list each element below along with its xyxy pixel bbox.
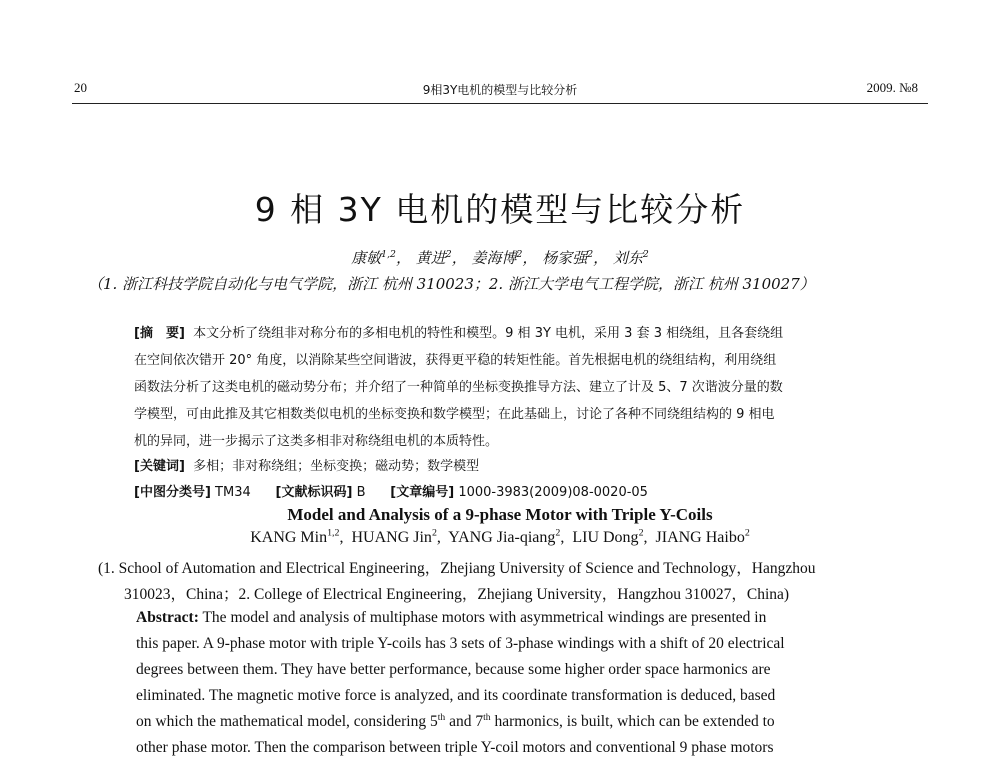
abstract-cn-label: [摘 要] <box>134 326 185 341</box>
running-title: 9相3Y电机的模型与比较分析 <box>422 83 578 97</box>
authors-chinese: 康敏$^{1,2}$， 黄进$^2$， 姜海博$^2$， 杨家强$^2$， 刘东$^2$ <box>351 249 649 267</box>
author-cn: 杨家强 <box>542 249 588 267</box>
affiliation-chinese: （1. 浙江科技学院自动化与电气学院，浙江 杭州 310023；2. 浙江大学电气工程学院，浙江 杭州 310027） <box>88 275 815 293</box>
abstract-cn-line: 在空间依次错开 20° 角度，以消除某些空间谐波，获得更平稳的转矩性能。首先根据电机的绕组结构，利用绕组 <box>134 353 777 368</box>
author-affil: 2 <box>744 527 750 539</box>
superscript: th <box>437 711 446 723</box>
page-number: 20 <box>74 80 87 95</box>
author-affil: 2 <box>587 249 594 260</box>
title-english: Model and Analysis of a 9-phase Motor with Triple Y-Coils <box>287 505 713 524</box>
author-en: LIU Dong <box>572 529 639 546</box>
abstract-en-line: this paper. A 9-phase motor with triple Y-coils has 3 sets of 3-phase windings with a shift of 20 electrical <box>136 635 785 652</box>
header-rule <box>72 103 928 104</box>
issue-number: 2009. №8 <box>866 80 918 95</box>
abstract-en-line <box>136 713 926 731</box>
abstract-cn-line <box>134 322 894 341</box>
author-affil: 1,2 <box>327 527 340 539</box>
article-number-value: 1000-3983(2009)08-0020-05 <box>458 485 648 500</box>
abstract-cn-line: 函数法分析了这类电机的磁动势分布；并介绍了一种简单的坐标变换推导方法、建立了计及 5、7 次谐波分量的数 <box>134 380 783 395</box>
keywords-cn-text: 多相；非对称绕组；坐标变换；磁动势；数学模型 <box>193 459 480 474</box>
article-number-label: [文章编号] <box>390 485 455 500</box>
author-cn: 康敏 <box>351 249 382 267</box>
abstract-en-line: other phase motor. Then the comparison between triple Y-coil motors and conventional 9 phase motors <box>136 739 774 756</box>
author-affil: 2 <box>555 527 561 539</box>
superscript: th <box>483 711 491 723</box>
authors-english: KANG Min$^{1,2}$, HUANG Jin$^2$, YANG Jia-qiang$^2$, LIU Dong$^2$, JIANG Haibo$^2$ <box>250 527 750 546</box>
author-affil: 2 <box>638 527 644 539</box>
author-cn: 黄进 <box>415 249 446 267</box>
abstract-cn-line: 学模型，可由此推及其它相数类似电机的坐标变换和数学模型；在此基础上，讨论了各种不同绕组结构的 9 相电 <box>134 407 775 422</box>
author-cn: 姜海博 <box>471 249 517 267</box>
author-en: YANG Jia-qiang <box>448 529 556 546</box>
author-affil: 2 <box>445 249 452 260</box>
author-en: JIANG Haibo <box>655 529 745 546</box>
abstract-en-text: harmonics, is built, which can be extended to <box>490 713 775 730</box>
author-en: KANG Min <box>250 529 328 546</box>
author-affil: 1,2 <box>381 249 396 260</box>
abstract-cn-line: 机的异同，进一步揭示了这类多相非对称绕组电机的本质特性。 <box>134 434 499 449</box>
abstract-en-text: and 7 <box>445 713 484 730</box>
affiliation-english-line: 310023，China；2. College of Electrical Engineering，Zhejiang University，Hangzhou 310027，China) <box>124 586 790 603</box>
keywords-cn <box>134 455 894 474</box>
abstract-en-label: Abstract <box>136 609 194 626</box>
clc-value: TM34 <box>215 485 251 500</box>
abstract-cn-text: 本文分析了绕组非对称分布的多相电机的特性和模型。9 相 3Y 电机，采用 3 套 3 相绕组，且各套绕组 <box>193 326 784 341</box>
keywords-cn-label: [关键词] <box>134 459 185 474</box>
author-affil: 2 <box>516 249 523 260</box>
doc-code-value: B <box>356 485 366 500</box>
abstract-en-text: The model and analysis of multiphase motors with asymmetrical windings are presented in <box>202 609 767 626</box>
author-cn: 刘东 <box>612 249 643 267</box>
abstract-en-text: on which the mathematical model, considering 5 <box>136 713 438 730</box>
clc-label: [中图分类号] <box>134 485 211 500</box>
author-affil: 2 <box>431 527 437 539</box>
author-affil: 2 <box>642 249 649 260</box>
abstract-en-line: Abstract: The model and analysis of multiphase motors with asymmetrical windings are presented in <box>136 609 767 626</box>
doc-code-label: [文献标识码] <box>275 485 353 500</box>
title-chinese: 9 相 3Y 电机的模型与比较分析 <box>254 190 746 229</box>
affiliation-english-line: (1. School of Automation and Electrical Engineering，Zhejiang University of Science and Technology，Hangzhou <box>98 560 816 577</box>
classification-line <box>134 481 894 500</box>
abstract-en-line: degrees between them. They have better performance, because some higher order space harmonics are <box>136 661 771 678</box>
author-en: HUANG Jin <box>351 529 432 546</box>
abstract-en-line: eliminated. The magnetic motive force is analyzed, and its coordinate transformation is deduced, based <box>136 687 776 704</box>
